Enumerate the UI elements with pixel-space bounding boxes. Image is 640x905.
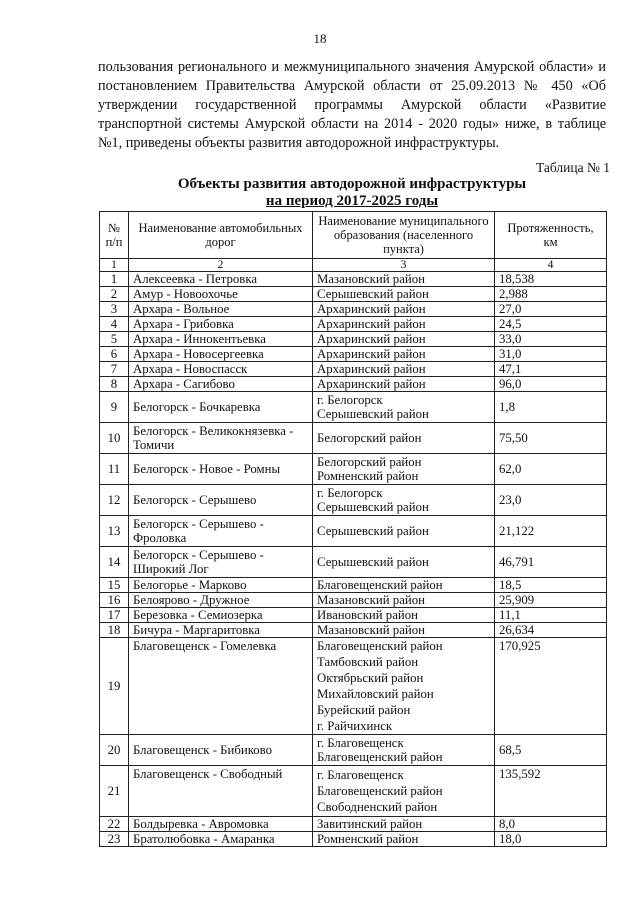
row-number: 12 bbox=[100, 485, 129, 516]
municipality-cell bbox=[313, 608, 495, 623]
municipality-cell bbox=[313, 516, 495, 547]
municipality-name: г. Благовещенск bbox=[317, 736, 404, 750]
road-name: Архара - Новоспасск bbox=[129, 362, 313, 377]
road-length: 21,122 bbox=[495, 516, 607, 547]
municipality-name: Ивановский район bbox=[317, 608, 418, 622]
table-row bbox=[100, 392, 607, 423]
municipality-name: Октябрьский район bbox=[317, 671, 424, 685]
municipality-cell bbox=[313, 347, 495, 362]
row-number: 4 bbox=[100, 317, 129, 332]
municipality-name: Серышевский район bbox=[317, 407, 429, 421]
col-header-length: Протяженность, км bbox=[495, 212, 607, 259]
table-title-line2: на период 2017-2025 годы bbox=[265, 193, 439, 209]
municipality-name: г. Райчихинск bbox=[317, 719, 393, 733]
road-length: 27,0 bbox=[495, 302, 607, 317]
municipality-cell bbox=[313, 302, 495, 317]
municipality-name: Архаринский район bbox=[317, 302, 426, 316]
road-length: 26,634 bbox=[495, 623, 607, 638]
municipality-cell bbox=[313, 547, 495, 578]
road-name: Архара - Вольное bbox=[129, 302, 313, 317]
municipality-name: Мазановский район bbox=[317, 623, 425, 637]
municipality-name: Ромненский район bbox=[317, 832, 419, 846]
table-row bbox=[100, 578, 607, 593]
municipality-cell bbox=[313, 832, 495, 847]
municipality-cell bbox=[313, 593, 495, 608]
table-row bbox=[100, 272, 607, 287]
table-header-row bbox=[100, 212, 607, 259]
table-row bbox=[100, 766, 607, 817]
municipality-cell bbox=[313, 287, 495, 302]
municipality-name: Благовещенский район bbox=[317, 784, 443, 798]
municipality-name: Благовещенский район bbox=[317, 639, 443, 653]
road-name: Белогорск - Серышево bbox=[129, 485, 313, 516]
table-row bbox=[100, 362, 607, 377]
row-number: 19 bbox=[100, 638, 129, 735]
road-length: 96,0 bbox=[495, 377, 607, 392]
road-length: 46,791 bbox=[495, 547, 607, 578]
row-number: 5 bbox=[100, 332, 129, 347]
table-title-line1: Объекты развития автодорожной инфраструктуры bbox=[177, 176, 527, 192]
municipality-name: Серышевский район bbox=[317, 555, 429, 569]
table-label: Таблица № 1 bbox=[536, 160, 610, 175]
municipality-cell bbox=[313, 392, 495, 423]
municipality-name: г. Белогорск bbox=[317, 486, 383, 500]
row-number: 17 bbox=[100, 608, 129, 623]
road-name: Архара - Новосергеевка bbox=[129, 347, 313, 362]
col-index-3: 3 bbox=[313, 259, 495, 272]
road-name: Архара - Иннокентьевка bbox=[129, 332, 313, 347]
road-name: Белоярово - Дружное bbox=[129, 593, 313, 608]
row-number: 18 bbox=[100, 623, 129, 638]
municipality-cell bbox=[313, 362, 495, 377]
table-row bbox=[100, 832, 607, 847]
municipality-cell bbox=[313, 623, 495, 638]
municipality-cell bbox=[313, 377, 495, 392]
road-name: Архара - Сагибово bbox=[129, 377, 313, 392]
municipality-name: Серышевский район bbox=[317, 500, 429, 514]
row-number: 21 bbox=[100, 766, 129, 817]
table-title bbox=[98, 176, 606, 210]
row-number: 7 bbox=[100, 362, 129, 377]
row-number: 14 bbox=[100, 547, 129, 578]
road-length: 33,0 bbox=[495, 332, 607, 347]
col-header-municipality: Наименование муниципального образования (населенного пункта) bbox=[313, 212, 495, 259]
municipality-name: Благовещенский район bbox=[317, 750, 443, 764]
road-name: Белогорье - Марково bbox=[129, 578, 313, 593]
row-number: 1 bbox=[100, 272, 129, 287]
table-row bbox=[100, 317, 607, 332]
road-name: Архара - Грибовка bbox=[129, 317, 313, 332]
municipality-name: Благовещенский район bbox=[317, 578, 443, 592]
municipality-cell bbox=[313, 638, 495, 735]
page-number: 18 bbox=[313, 31, 327, 46]
road-name: Амур - Новоохочье bbox=[129, 287, 313, 302]
road-name: Белогорск - Серышево - Широкий Лог bbox=[129, 547, 313, 578]
table-row bbox=[100, 817, 607, 832]
municipality-name: Серышевский район bbox=[317, 287, 429, 301]
municipality-name: Архаринский район bbox=[317, 347, 426, 361]
table-row bbox=[100, 735, 607, 766]
intro-text: пользования регионального и межмуниципального значения Амурской области» и постановлением Правительства Амурской области от 25.09.2013 № 450 «Об утверждении государственной программы Амурской области «Развитие транспортной системы Амурской области на 2014 - 2020 годы» ниже, в таблице №1, приведены объекты развития автодорожной инфраструктуры. bbox=[98, 59, 606, 151]
municipality-name: Архаринский район bbox=[317, 317, 426, 331]
row-number: 23 bbox=[100, 832, 129, 847]
municipality-name: Ромненский район bbox=[317, 469, 419, 483]
col-index-4: 4 bbox=[495, 259, 607, 272]
road-length: 75,50 bbox=[495, 423, 607, 454]
road-length: 31,0 bbox=[495, 347, 607, 362]
road-length: 11,1 bbox=[495, 608, 607, 623]
table-row bbox=[100, 302, 607, 317]
municipality-name: г. Благовещенск bbox=[317, 768, 404, 782]
road-length: 24,5 bbox=[495, 317, 607, 332]
municipality-cell bbox=[313, 332, 495, 347]
table-row bbox=[100, 423, 607, 454]
table-row bbox=[100, 547, 607, 578]
road-name: Алексеевка - Петровка bbox=[129, 272, 313, 287]
municipality-name: Белогорский район bbox=[317, 455, 422, 469]
road-name: Благовещенск - Свободный bbox=[129, 766, 313, 817]
row-number: 22 bbox=[100, 817, 129, 832]
table-row bbox=[100, 516, 607, 547]
road-name: Березовка - Семиозерка bbox=[129, 608, 313, 623]
row-number: 20 bbox=[100, 735, 129, 766]
row-number: 9 bbox=[100, 392, 129, 423]
row-number: 13 bbox=[100, 516, 129, 547]
municipality-name: Белогорский район bbox=[317, 431, 422, 445]
road-length: 170,925 bbox=[495, 638, 607, 735]
municipality-name: г. Белогорск bbox=[317, 393, 383, 407]
municipality-name: Мазановский район bbox=[317, 272, 425, 286]
road-length: 68,5 bbox=[495, 735, 607, 766]
municipality-cell bbox=[313, 485, 495, 516]
municipality-cell bbox=[313, 766, 495, 817]
road-name: Белогорск - Серышево - Фроловка bbox=[129, 516, 313, 547]
road-length: 23,0 bbox=[495, 485, 607, 516]
table-row bbox=[100, 638, 607, 735]
municipality-name: Михайловский район bbox=[317, 687, 434, 701]
roads-table bbox=[99, 211, 607, 847]
road-length: 135,592 bbox=[495, 766, 607, 817]
col-index-2: 2 bbox=[129, 259, 313, 272]
table-row bbox=[100, 485, 607, 516]
row-number: 15 bbox=[100, 578, 129, 593]
municipality-name: Архаринский район bbox=[317, 332, 426, 346]
road-name: Братолюбовка - Амаранка bbox=[129, 832, 313, 847]
municipality-cell bbox=[313, 317, 495, 332]
municipality-name: Мазановский район bbox=[317, 593, 425, 607]
row-number: 2 bbox=[100, 287, 129, 302]
municipality-name: Завитинский район bbox=[317, 817, 423, 831]
row-number: 8 bbox=[100, 377, 129, 392]
road-length: 1,8 bbox=[495, 392, 607, 423]
row-number: 10 bbox=[100, 423, 129, 454]
row-number: 3 bbox=[100, 302, 129, 317]
col-header-road: Наименование автомобильных дорог bbox=[129, 212, 313, 259]
municipality-name: Серышевский район bbox=[317, 524, 429, 538]
road-name: Белогорск - Бочкаревка bbox=[129, 392, 313, 423]
road-length: 25,909 bbox=[495, 593, 607, 608]
table-body bbox=[100, 259, 607, 847]
row-number: 11 bbox=[100, 454, 129, 485]
road-name: Благовещенск - Бибиково bbox=[129, 735, 313, 766]
road-length: 47,1 bbox=[495, 362, 607, 377]
table-row bbox=[100, 332, 607, 347]
municipality-name: Архаринский район bbox=[317, 377, 426, 391]
road-name: Благовещенск - Гомелевка bbox=[129, 638, 313, 735]
table-row bbox=[100, 287, 607, 302]
intro-paragraph bbox=[98, 58, 606, 153]
road-length: 8,0 bbox=[495, 817, 607, 832]
road-name: Белогорск - Новое - Ромны bbox=[129, 454, 313, 485]
road-length: 2,988 bbox=[495, 287, 607, 302]
road-length: 18,5 bbox=[495, 578, 607, 593]
road-length: 18,0 bbox=[495, 832, 607, 847]
row-number: 6 bbox=[100, 347, 129, 362]
municipality-name: Архаринский район bbox=[317, 362, 426, 376]
municipality-cell bbox=[313, 817, 495, 832]
municipality-name: Бурейский район bbox=[317, 703, 411, 717]
municipality-cell bbox=[313, 423, 495, 454]
table-row bbox=[100, 377, 607, 392]
municipality-name: Тамбовский район bbox=[317, 655, 419, 669]
road-name: Бичура - Маргаритовка bbox=[129, 623, 313, 638]
column-index-row bbox=[100, 259, 607, 272]
municipality-cell bbox=[313, 454, 495, 485]
municipality-cell bbox=[313, 735, 495, 766]
road-name: Белогорск - Великокнязевка - Томичи bbox=[129, 423, 313, 454]
municipality-cell bbox=[313, 272, 495, 287]
municipality-name: Свободненский район bbox=[317, 800, 438, 814]
col-index-1: 1 bbox=[100, 259, 129, 272]
table-row bbox=[100, 608, 607, 623]
table-row bbox=[100, 347, 607, 362]
road-name: Болдыревка - Авромовка bbox=[129, 817, 313, 832]
table-row bbox=[100, 623, 607, 638]
road-length: 62,0 bbox=[495, 454, 607, 485]
table-row bbox=[100, 593, 607, 608]
table-row bbox=[100, 454, 607, 485]
col-header-number: № п/п bbox=[100, 212, 129, 259]
road-length: 18,538 bbox=[495, 272, 607, 287]
municipality-cell bbox=[313, 578, 495, 593]
row-number: 16 bbox=[100, 593, 129, 608]
